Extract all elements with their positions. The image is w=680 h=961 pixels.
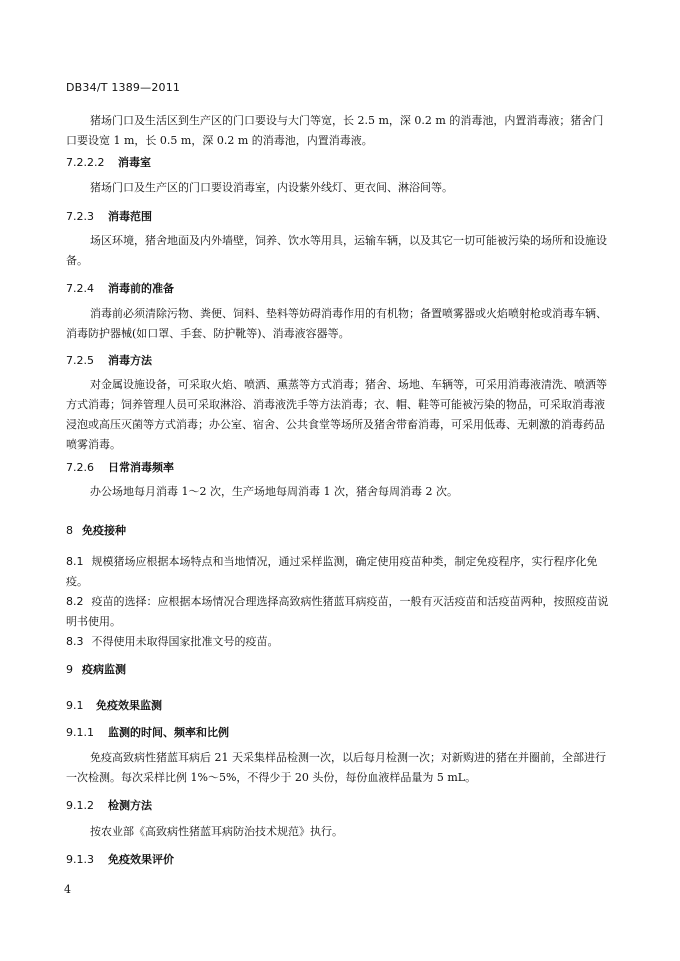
item-number: 8.1 bbox=[66, 555, 84, 568]
paragraph-text: 猪场门口及生产区的门口要设消毒室，内设紫外线灯、更衣间、淋浴间等。 bbox=[90, 181, 453, 194]
heading-7-2-2-2 bbox=[66, 155, 614, 171]
paragraph-text: 对金属设施设备，可采取火焰、喷洒、熏蒸等方式消毒；猪舍、场地、车辆等，可采用消毒液清洗、喷洒等方式消毒；饲养管理人员可采取淋浴、消毒液洗手等方法消毒；衣、帽、鞋等可能被污染的物品，可采取消毒液浸泡或高压灭菌等方式消毒；办公室、宿舍、公共食堂等场所及猪舍带畜消毒，可采用低毒、无刺激的消毒药品喷雾消毒。 bbox=[66, 378, 607, 451]
standard-code-header: DB34/T 1389—2011 bbox=[66, 81, 181, 94]
item-text: 规模猪场应根据本场特点和当地情况，通过采样监测，确定使用疫苗种类，制定免疫程序，实行程序化免疫。 bbox=[66, 555, 598, 588]
section-title: 消毒方法 bbox=[108, 354, 152, 367]
paragraph-text: 办公场地每月消毒 1～2 次，生产场地每周消毒 1 次，猪舍每周消毒 2 次。 bbox=[90, 485, 458, 498]
heading-9-1-3 bbox=[66, 852, 614, 868]
section-number: 7.2.2.2 bbox=[66, 156, 105, 169]
section-title: 消毒范围 bbox=[108, 210, 152, 223]
section-title: 免疫效果监测 bbox=[96, 699, 162, 712]
section-number: 9.1.2 bbox=[66, 799, 94, 812]
heading-7-2-3 bbox=[66, 209, 614, 225]
section-number: 7.2.5 bbox=[66, 354, 94, 367]
section-9-1-1-body bbox=[66, 748, 614, 788]
section-7-2-4-body bbox=[66, 304, 614, 344]
paragraph-text: 按农业部《高致病性猪蓝耳病防治技术规范》执行。 bbox=[90, 825, 343, 838]
section-7-2-2-2-body bbox=[66, 178, 614, 198]
paragraph-text: 猪场门口及生活区到生产区的门口要设与大门等宽，长 2.5 m，深 0.2 m 的消毒池，内置消毒液；猪舍门口要设宽 1 m，长 0.5 m，深 0.2 m 的消毒池，内置消毒液。 bbox=[66, 114, 604, 147]
section-number: 9.1.1 bbox=[66, 726, 94, 739]
section-7-2-5-body bbox=[66, 375, 614, 455]
section-9-1-2-body bbox=[66, 822, 614, 842]
item-number: 8.2 bbox=[66, 595, 84, 608]
list-item bbox=[66, 592, 614, 632]
section-number: 7.2.6 bbox=[66, 461, 94, 474]
section-number: 9.1 bbox=[66, 699, 84, 712]
heading-9 bbox=[66, 662, 614, 678]
heading-7-2-6 bbox=[66, 460, 614, 476]
section-title: 消毒前的准备 bbox=[108, 282, 174, 295]
paragraph-disinfection-pool bbox=[66, 111, 614, 151]
list-item bbox=[66, 632, 614, 652]
section-title: 检测方法 bbox=[108, 799, 152, 812]
section-number: 7.2.3 bbox=[66, 210, 94, 223]
heading-7-2-5 bbox=[66, 353, 614, 369]
heading-7-2-4 bbox=[66, 281, 614, 297]
section-title: 日常消毒频率 bbox=[108, 461, 174, 474]
section-number: 9.1.3 bbox=[66, 853, 94, 866]
paragraph-text: 场区环境，猪舍地面及内外墙壁，饲养、饮水等用具，运输车辆，以及其它一切可能被污染的场所和设施设备。 bbox=[66, 234, 607, 267]
section-number: 9 bbox=[66, 663, 73, 676]
section-title: 疫病监测 bbox=[82, 663, 126, 676]
heading-9-1 bbox=[66, 698, 614, 714]
page-number: 4 bbox=[64, 883, 71, 896]
paragraph-text: 免疫高致病性猪蓝耳病后 21 天采集样品检测一次，以后每月检测一次；对新购进的猪在并圈前，全部进行一次检测。每次采样比例 1%～5%，不得少于 20 头份，每份血液样品量为 5 mL。 bbox=[66, 751, 606, 784]
heading-9-1-1 bbox=[66, 725, 614, 741]
section-title: 免疫接种 bbox=[82, 524, 126, 537]
section-number: 8 bbox=[66, 524, 73, 537]
item-number: 8.3 bbox=[66, 635, 84, 648]
heading-8 bbox=[66, 523, 614, 539]
section-7-2-3-body bbox=[66, 231, 614, 271]
section-number: 7.2.4 bbox=[66, 282, 94, 295]
paragraph-text: 消毒前必须清除污物、粪便、饲料、垫料等妨碍消毒作用的有机物；备置喷雾器或火焰喷射枪或消毒车辆、消毒防护器械(如口罩、手套、防护靴等)、消毒液容器等。 bbox=[66, 307, 607, 340]
heading-9-1-2 bbox=[66, 798, 614, 814]
item-text: 不得使用未取得国家批准文号的疫苗。 bbox=[91, 635, 279, 648]
section-7-2-6-body bbox=[66, 482, 614, 502]
item-text: 疫苗的选择：应根据本场情况合理选择高致病性猪蓝耳病疫苗，一般有灭活疫苗和活疫苗两种，按照疫苗说明书使用。 bbox=[66, 595, 609, 628]
section-8-items bbox=[66, 552, 614, 652]
section-title: 消毒室 bbox=[118, 156, 151, 169]
section-title: 监测的时间、频率和比例 bbox=[108, 726, 229, 739]
list-item bbox=[66, 552, 614, 592]
section-title: 免疫效果评价 bbox=[108, 853, 174, 866]
